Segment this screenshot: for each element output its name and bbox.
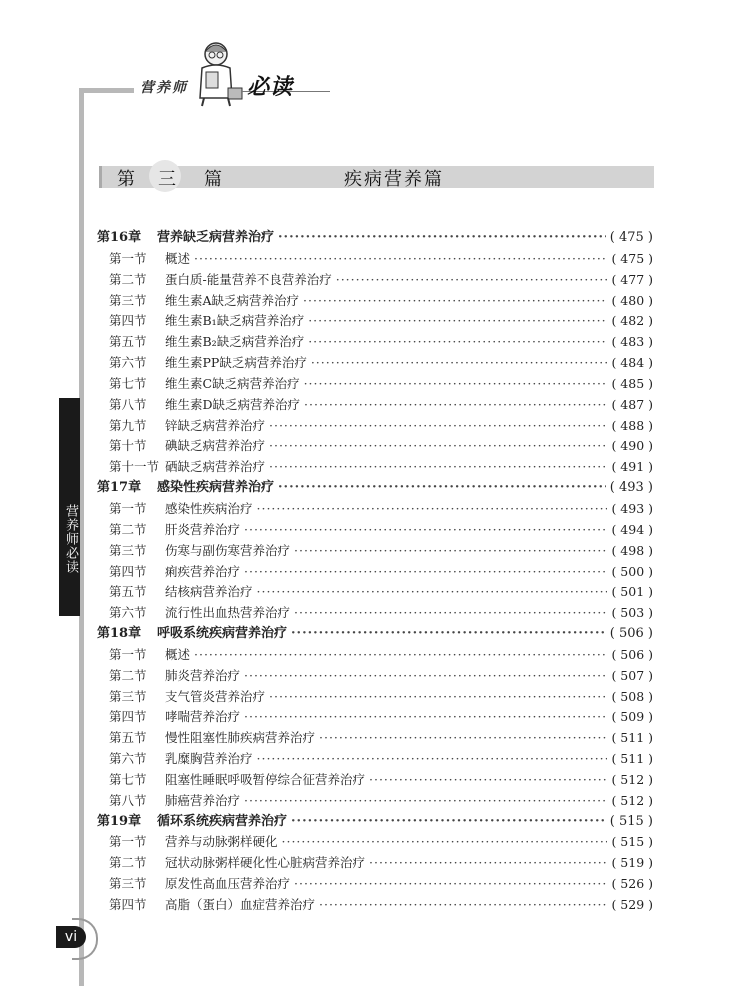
toc-section-row (97, 374, 653, 395)
toc-leader-dots (303, 291, 607, 312)
toc-entry-number: 第七节 (109, 375, 147, 391)
toc-entry-page: ( 507 ) (611, 667, 653, 683)
toc-entry-title: 慢性阻塞性肺疾病营养治疗 (165, 730, 316, 746)
toc-leader-dots (294, 874, 607, 895)
toc-leader-dots (257, 499, 608, 520)
toc-entry-title: 概述 (165, 646, 191, 662)
toc-entry-page: ( 491 ) (611, 459, 653, 475)
toc-leader-dots (278, 228, 606, 249)
toc-chapter-row (97, 812, 653, 833)
toc-entry-number: 第一节 (109, 834, 147, 850)
toc-entry-title: 肺炎营养治疗 (165, 667, 241, 683)
toc-entry-title: 结核病营养治疗 (165, 584, 253, 600)
toc-entry-title: 维生素PP缺乏病营养治疗 (165, 355, 307, 371)
toc-leader-dots (369, 770, 607, 791)
toc-section-row (97, 311, 653, 332)
toc-leader-dots (244, 520, 607, 541)
toc-section-row (97, 645, 653, 666)
margin-rule-horizontal (79, 88, 134, 93)
toc-leader-dots (304, 374, 608, 395)
toc-entry-page: ( 485 ) (611, 375, 653, 391)
toc-entry-number: 第八节 (109, 792, 147, 808)
toc-section-row (97, 770, 653, 791)
toc-section-row (97, 666, 653, 687)
toc-entry-number: 第17章 (97, 480, 142, 496)
toc-entry-number: 第一节 (109, 646, 147, 662)
toc-entry-title: 阻塞性睡眠呼吸暂停综合征营养治疗 (165, 771, 366, 787)
toc-leader-dots (291, 624, 606, 645)
toc-leader-dots (269, 416, 607, 437)
toc-entry-page: ( 484 ) (611, 355, 653, 371)
toc-section-row (97, 582, 653, 603)
toc-entry-number: 第18章 (97, 626, 142, 642)
toc-leader-dots (257, 582, 608, 603)
part-title: 疾病营养篇 (344, 169, 444, 190)
mascot-illustration (188, 38, 250, 108)
toc-entry-number: 第五节 (109, 584, 147, 600)
toc-entry-title: 感染性疾病营养治疗 (157, 480, 275, 496)
toc-leader-dots (194, 249, 607, 270)
toc-leader-dots (291, 812, 606, 833)
toc-section-row (97, 791, 653, 812)
toc-chapter-row (97, 228, 653, 249)
toc-entry-page: ( 488 ) (611, 417, 653, 433)
toc-entry-title: 概述 (165, 250, 191, 266)
toc-leader-dots (244, 791, 607, 812)
toc-entry-number: 第八节 (109, 396, 147, 412)
side-tab: 营养师必读 (59, 398, 80, 616)
toc-entry-title: 原发性高血压营养治疗 (165, 876, 291, 892)
toc-entry-title: 碘缺乏病营养治疗 (165, 438, 266, 454)
toc-leader-dots (278, 478, 606, 499)
toc-section-row (97, 603, 653, 624)
toc-entry-number: 第三节 (109, 542, 147, 558)
toc-entry-page: ( 475 ) (609, 230, 653, 245)
toc-entry-number: 第四节 (109, 313, 147, 329)
part-number: 三 (158, 169, 176, 190)
page-number: vi (56, 926, 86, 948)
toc-entry-page: ( 508 ) (611, 688, 653, 704)
toc-entry-number: 第二节 (109, 271, 147, 287)
toc-entry-page: ( 490 ) (611, 438, 653, 454)
toc-entry-title: 呼吸系统疾病营养治疗 (157, 626, 288, 642)
toc-leader-dots (269, 687, 607, 708)
toc-leader-dots (257, 749, 608, 770)
toc-entry-page: ( 482 ) (611, 313, 653, 329)
toc-entry-title: 痢疾营养治疗 (165, 563, 241, 579)
toc-section-row (97, 353, 653, 374)
toc-entry-page: ( 515 ) (609, 813, 653, 829)
toc-entry-title: 硒缺乏病营养治疗 (165, 459, 266, 475)
toc-entry-page: ( 511 ) (611, 751, 653, 767)
toc-entry-number: 第四节 (109, 897, 147, 912)
toc-entry-title: 伤寒与副伤寒营养治疗 (165, 542, 291, 558)
toc-section-row (97, 853, 653, 874)
toc-section-row (97, 395, 653, 416)
toc-entry-title: 流行性出血热营养治疗 (165, 605, 291, 621)
toc-entry-title: 维生素D缺乏病营养治疗 (165, 396, 301, 412)
toc-entry-page: ( 509 ) (611, 709, 653, 725)
toc-section-row (97, 728, 653, 749)
toc-section-row (97, 520, 653, 541)
toc-section-row (97, 687, 653, 708)
toc-section-row (97, 562, 653, 583)
toc-entry-number: 第二节 (109, 521, 147, 537)
toc-leader-dots (294, 603, 607, 624)
toc-entry-page: ( 511 ) (611, 730, 653, 746)
toc-leader-dots (304, 395, 607, 416)
toc-section-row (97, 895, 653, 916)
toc-leader-dots (244, 707, 607, 728)
toc-leader-dots (282, 832, 608, 853)
toc-entry-number: 第二节 (109, 667, 147, 683)
toc-entry-number: 第三节 (109, 688, 147, 704)
toc-section-row (97, 270, 653, 291)
toc-leader-dots (269, 436, 607, 457)
toc-entry-page: ( 493 ) (611, 500, 653, 516)
toc-entry-page: ( 475 ) (611, 250, 653, 266)
toc-entry-title: 高脂（蛋白）血症营养治疗 (165, 897, 316, 912)
toc-entry-title: 营养与动脉粥样硬化 (165, 834, 278, 850)
toc-entry-number: 第十一节 (109, 459, 160, 475)
toc-entry-number: 第一节 (109, 250, 147, 266)
toc-entry-number: 第四节 (109, 709, 147, 725)
toc-section-row (97, 707, 653, 728)
toc-leader-dots (311, 353, 608, 374)
toc-entry-title: 循环系统疾病营养治疗 (157, 813, 288, 829)
toc-entry-number: 第五节 (109, 334, 147, 350)
toc-leader-dots (336, 270, 608, 291)
toc-entry-number: 第一节 (109, 500, 147, 516)
toc-entry-title: 肺癌营养治疗 (165, 792, 241, 808)
toc-entry-page: ( 526 ) (611, 876, 653, 892)
toc-section-row (97, 541, 653, 562)
toc-leader-dots (194, 645, 607, 666)
toc-entry-number: 第16章 (97, 230, 142, 245)
toc-entry-page: ( 503 ) (611, 605, 653, 621)
toc-entry-page: ( 506 ) (609, 626, 653, 642)
toc-leader-dots (294, 541, 607, 562)
toc-section-row (97, 749, 653, 770)
toc-section-row (97, 436, 653, 457)
part-suffix: 篇 (204, 169, 222, 190)
toc-entry-title: 维生素C缺乏病营养治疗 (165, 375, 300, 391)
toc-section-row (97, 332, 653, 353)
toc-section-row (97, 291, 653, 312)
toc-entry-title: 冠状动脉粥样硬化性心脏病营养治疗 (165, 855, 366, 871)
toc-chapter-row (97, 624, 653, 645)
toc-entry-page: ( 512 ) (611, 792, 653, 808)
toc-leader-dots (319, 728, 607, 749)
toc-entry-page: ( 487 ) (611, 396, 653, 412)
toc-entry-number: 第七节 (109, 771, 147, 787)
toc-leader-dots (308, 332, 607, 353)
toc-entry-page: ( 519 ) (611, 855, 653, 871)
toc-leader-dots (308, 311, 607, 332)
toc-entry-title: 营养缺乏病营养治疗 (157, 230, 275, 245)
toc-chapter-row (97, 478, 653, 499)
toc-entry-title: 哮喘营养治疗 (165, 709, 241, 725)
toc-entry-page: ( 529 ) (611, 897, 653, 912)
part-prefix: 第 (117, 169, 135, 190)
toc-entry-title: 乳糜胸营养治疗 (165, 751, 253, 767)
toc-leader-dots (244, 562, 607, 583)
toc-entry-page: ( 477 ) (611, 271, 653, 287)
table-of-contents (97, 228, 653, 916)
toc-entry-page: ( 500 ) (611, 563, 653, 579)
toc-entry-number: 第五节 (109, 730, 147, 746)
toc-entry-title: 锌缺乏病营养治疗 (165, 417, 266, 433)
toc-section-row (97, 457, 653, 478)
toc-entry-number: 第四节 (109, 563, 147, 579)
toc-entry-title: 肝炎营养治疗 (165, 521, 241, 537)
toc-entry-number: 第六节 (109, 751, 147, 767)
toc-entry-page: ( 498 ) (611, 542, 653, 558)
toc-entry-number: 第三节 (109, 292, 147, 308)
toc-entry-title: 维生素A缺乏病营养治疗 (165, 292, 300, 308)
toc-entry-title: 蛋白质-能量营养不良营养治疗 (165, 271, 332, 287)
toc-entry-title: 支气管炎营养治疗 (165, 688, 266, 704)
toc-entry-title: 感染性疾病治疗 (165, 500, 253, 516)
toc-entry-page: ( 483 ) (611, 334, 653, 350)
toc-entry-number: 第三节 (109, 876, 147, 892)
toc-entry-page: ( 480 ) (611, 292, 653, 308)
toc-leader-dots (319, 895, 607, 916)
toc-entry-number: 第九节 (109, 417, 147, 433)
toc-section-row (97, 416, 653, 437)
toc-entry-number: 第六节 (109, 605, 147, 621)
toc-leader-dots (369, 853, 607, 874)
toc-entry-page: ( 515 ) (611, 834, 653, 850)
header-must-read: 必读 (247, 75, 294, 100)
toc-leader-dots (244, 666, 607, 687)
toc-leader-dots (269, 457, 607, 478)
toc-section-row (97, 249, 653, 270)
header-label: 营养师 (140, 80, 188, 96)
toc-section-row (97, 874, 653, 895)
toc-entry-page: ( 493 ) (609, 480, 653, 496)
toc-entry-title: 维生素B₁缺乏病营养治疗 (165, 313, 305, 329)
toc-entry-page: ( 501 ) (611, 584, 653, 600)
toc-entry-number: 第19章 (97, 813, 142, 829)
toc-entry-page: ( 506 ) (611, 646, 653, 662)
toc-section-row (97, 832, 653, 853)
toc-section-row (97, 499, 653, 520)
toc-entry-title: 维生素B₂缺乏病营养治疗 (165, 334, 305, 350)
toc-entry-page: ( 512 ) (611, 771, 653, 787)
toc-entry-number: 第二节 (109, 855, 147, 871)
toc-entry-page: ( 494 ) (611, 521, 653, 537)
toc-entry-number: 第十节 (109, 438, 147, 454)
toc-entry-number: 第六节 (109, 355, 147, 371)
